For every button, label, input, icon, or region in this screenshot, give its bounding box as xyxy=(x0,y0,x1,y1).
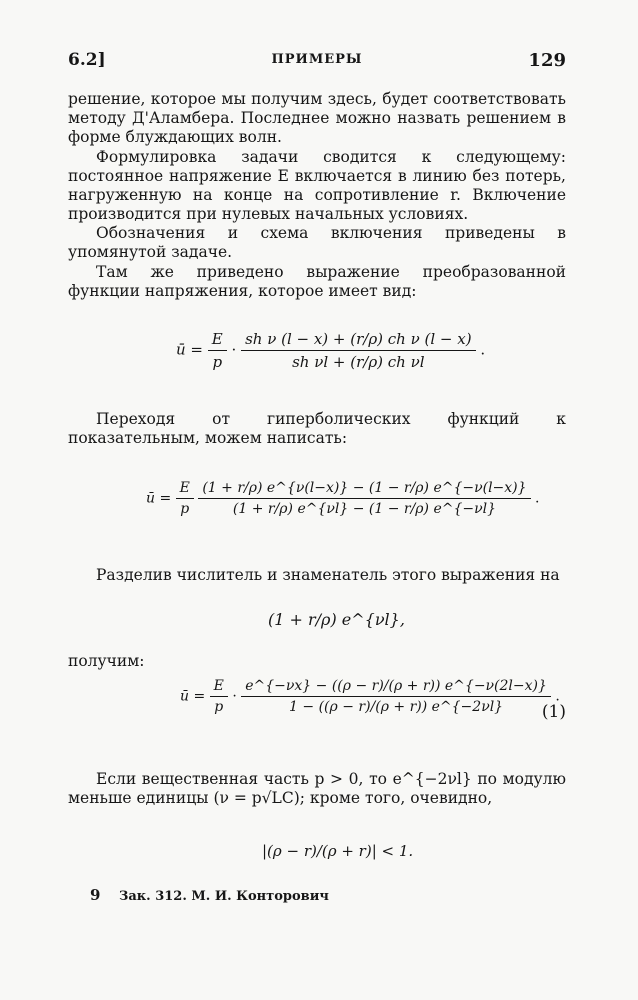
equation-number: (1) xyxy=(541,702,566,722)
formula-1-lhs: ū = xyxy=(176,340,203,359)
formula-4-lhs: ū = xyxy=(180,688,206,705)
paragraph-1 xyxy=(68,90,566,147)
formula-2-main-frac xyxy=(198,480,530,517)
formula-3-expression: (1 + r/ρ) e^{νl}, xyxy=(268,610,405,629)
paragraph-2-text: Формулировка задачи сводится к следующему: постоянное напряжение E включается в линию без потерь, нагруженную на конце на сопротивление r. Включение производится при нулевых начальных условиях. xyxy=(68,148,566,223)
paragraph-8-text: Если вещественная часть p > 0, то e^{−2νl} по модулю меньше единицы (ν = p√LC); кроме того, очевидно, xyxy=(68,770,566,807)
paragraph-7-text: получим: xyxy=(68,652,145,670)
signature-footer xyxy=(90,886,329,904)
formula-1-coef-num: E xyxy=(211,330,223,348)
formula-1-coef xyxy=(208,330,227,371)
formula-5-expression: |(ρ − r)/(ρ + r)| < 1. xyxy=(262,842,414,860)
formula-4-coef xyxy=(210,678,228,715)
formula-1-numerator: sh ν (l − x) + (r/ρ) ch ν (l − x) xyxy=(245,330,472,348)
paragraph-4 xyxy=(68,263,566,301)
page-number: 129 xyxy=(528,50,566,71)
paragraph-4-text: Там же приведено выражение преобразованной функции напряжения, которое имеет вид: xyxy=(68,263,566,300)
paragraph-8 xyxy=(68,770,566,808)
paragraph-2 xyxy=(68,148,566,224)
formula-4-main-frac xyxy=(241,678,551,715)
formula-2-numerator: (1 + r/ρ) e^{ν(l−x)} − (1 − r/ρ) e^{−ν(l−x)} xyxy=(202,480,527,496)
formula-2-coef-den: p xyxy=(180,501,190,517)
formula-1-denominator: sh νl + (r/ρ) ch νl xyxy=(292,353,425,371)
formula-1-coef-den: p xyxy=(212,353,223,371)
book-page: 6.2] ПРИМЕРЫ 129 решение, которое мы получим здесь, будет соответствовать методу Д'Аламбера. Последнее можно назвать решением в форме блуждающих волн. Формулировка задачи сводится к следующему: постоянное напряжение E включается в линию без потерь, нагруженную на конце на сопротивление r. Включение производится при нулевых начальных условиях. Обозначения и схема включения приведены в упомянутой задаче. Там же приведено выражение преобразованной функции напряжения, которое имеет вид: ū = $\frac{E}{p}$ · $\frac{\text{sh ν (l − x) + (r/ρ) ch ν (l − x)}}{\text{sh νl + (r/ρ) ch νl}}$ . Переходя от гиперболических функций к показательным, можем написать: ū = $\frac{E}{p}$ $\frac{(1 + r/\rho) e\^{}\{\nu(l-x)\} - (1 - r/\rho) e\^{}\{-\nu(l-x)\}}{(1 + r/\rho) e\^{}\{\nu l\} - (1 - r/\rho) e\^{}\{-\nu l\}}$ . Разделив числитель и знаменатель этого выражения на (1 + r/ρ) e^{νl}, получим: ū = $\frac{E}{p}$ · $\frac{e\^{}\{-\nu x\} - ((\rho - r)/(\rho + r)) e\^{}\{-\nu(2l-x)\}}{1 - ((\rho - r)/(\rho + r)) e\^{}\{-2\nu l\}}$ . (1) Если вещественная часть p > 0, то e^{−2νl} по модулю меньше единицы (ν = p√LC); кроме того, очевидно, |(ρ − r)/(ρ + r)| < 1. 9 Зак. 312. М. И. Конторович xyxy=(68,50,566,904)
paragraph-6-text: Разделив числитель и знаменатель этого выражения на xyxy=(96,566,560,584)
formula-4-coef-num: E xyxy=(213,678,224,694)
formula-2-coef xyxy=(176,480,194,517)
paragraph-5 xyxy=(68,410,566,448)
signature-number: 9 xyxy=(90,886,101,904)
formula-4-coef-den: p xyxy=(214,699,224,715)
running-title: ПРИМЕРЫ xyxy=(271,52,363,67)
paragraph-7 xyxy=(68,652,566,671)
section-number: 6.2] xyxy=(68,50,106,70)
signature-text: Зак. 312. М. И. Конторович xyxy=(118,889,329,904)
paragraph-3 xyxy=(68,224,566,262)
running-header xyxy=(68,50,566,74)
formula-4-denominator: 1 − ((ρ − r)/(ρ + r)) e^{−2νl} xyxy=(289,699,504,715)
formula-2-denominator: (1 + r/ρ) e^{νl} − (1 − r/ρ) e^{−νl} xyxy=(232,501,496,517)
formula-2-coef-num: E xyxy=(179,480,190,496)
formula-2-lhs: ū = xyxy=(146,490,172,507)
paragraph-6 xyxy=(68,566,566,585)
paragraph-3-text: Обозначения и схема включения приведены в упомянутой задаче. xyxy=(68,224,566,261)
paragraph-5-text: Переходя от гиперболических функций к показательным, можем написать: xyxy=(68,410,566,447)
formula-1-main-frac xyxy=(241,330,475,371)
paragraph-1-text: решение, которое мы получим здесь, будет соответствовать методу Д'Аламбера. Последнее можно назвать решением в форме блуждающих волн. xyxy=(68,90,566,146)
formula-4-numerator: e^{−νx} − ((ρ − r)/(ρ + r)) e^{−ν(2l−x)} xyxy=(245,678,547,694)
